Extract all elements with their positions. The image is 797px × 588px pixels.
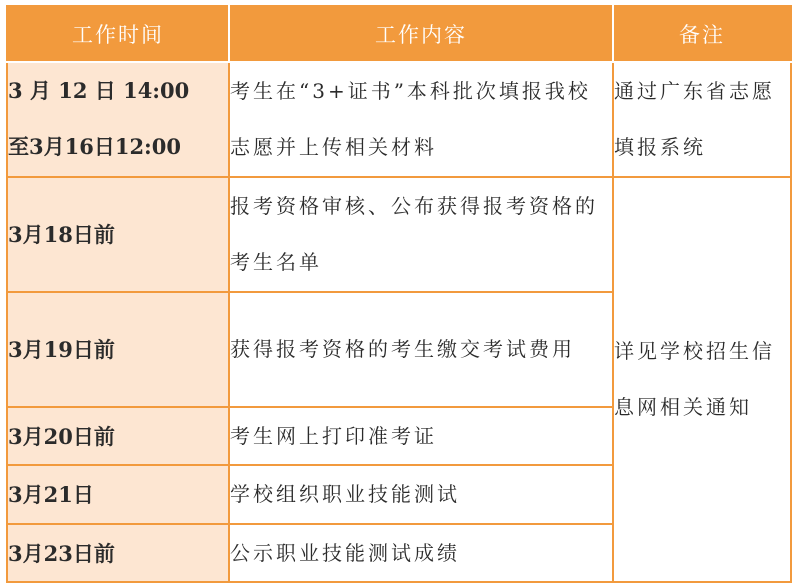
time-line-start: 3 月 12 日 14:00 [8,78,190,104]
content-cell: 学校组织职业技能测试 [229,465,613,523]
time-line-end: 至3月16日12:00 [8,134,182,160]
header-row [7,6,791,62]
content-cell: 报考资格审核、公布获得报考资格的考生名单 [229,177,613,292]
content-cell: 考生在“3+证书”本科批次填报我校志愿并上传相关材料 [229,62,613,177]
table-row [7,177,791,292]
content-cell: 公示职业技能测试成绩 [229,524,613,583]
header-note: 备注 [613,6,791,62]
time-cell: 3月21日 [7,465,229,523]
header-time: 工作时间 [7,6,229,62]
schedule-table [6,5,792,583]
note-cell: 通过广东省志愿填报系统 [613,62,791,177]
time-cell [7,62,229,177]
shared-note-cell: 详见学校招生信息网相关通知 [613,177,791,582]
content-cell: 获得报考资格的考生缴交考试费用 [229,292,613,407]
time-cell: 3月20日前 [7,407,229,465]
time-cell: 3月19日前 [7,292,229,407]
time-cell: 3月18日前 [7,177,229,292]
table-row [7,62,791,177]
header-content: 工作内容 [229,6,613,62]
content-cell: 考生网上打印准考证 [229,407,613,465]
time-cell: 3月23日前 [7,524,229,583]
